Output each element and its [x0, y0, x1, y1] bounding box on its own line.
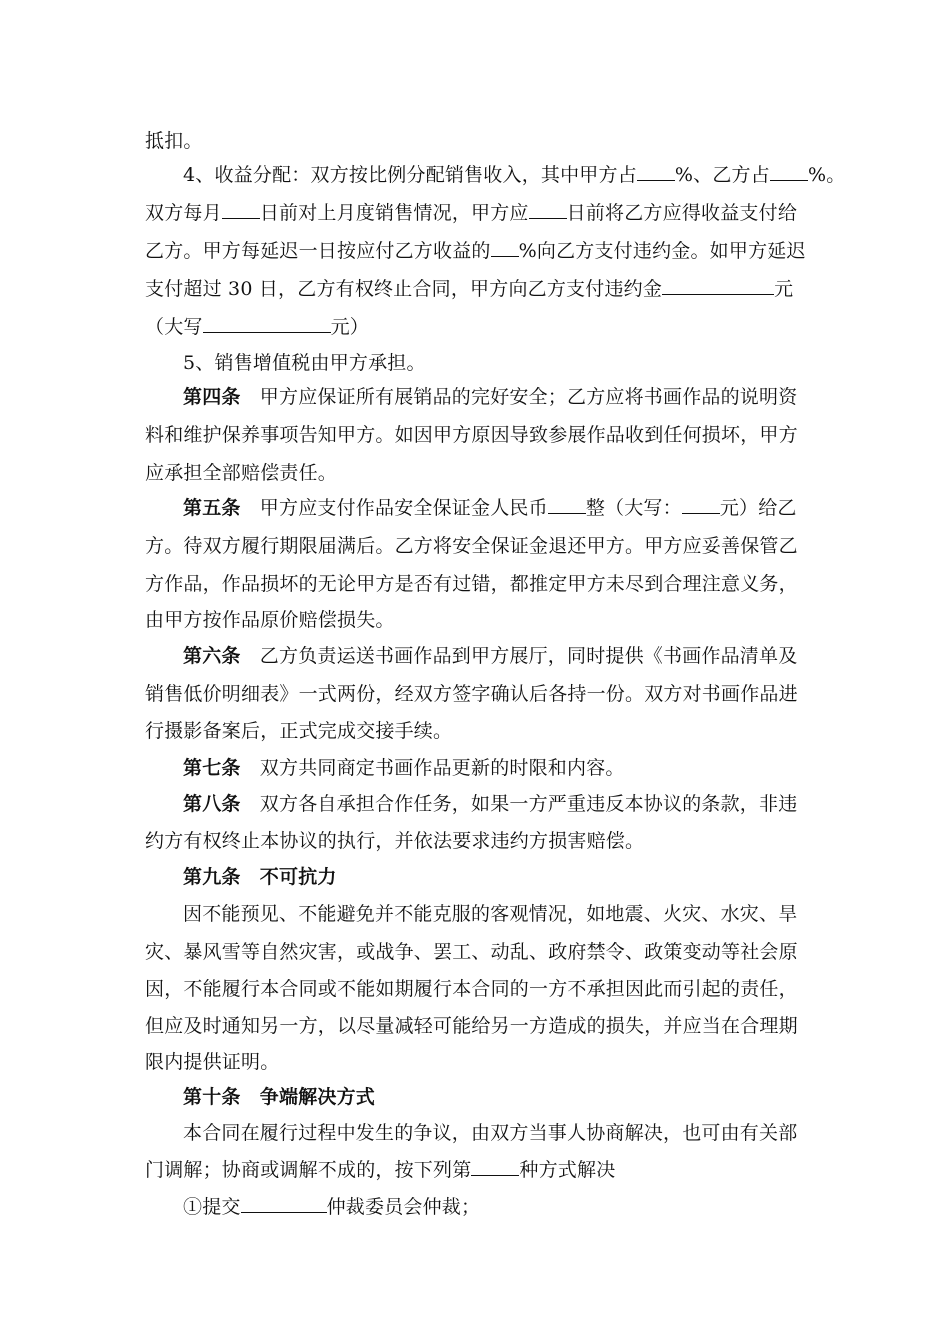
- text-line: 限内提供证明。: [145, 1051, 280, 1073]
- deposit-words-blank: [682, 495, 720, 514]
- text-line: 门调解；协商或调解不成的，按下列第 种方式解决: [145, 1159, 616, 1181]
- article-4-line: 第四条 甲方应保证所有展销品的完好安全；乙方应将书画作品的说明资: [183, 386, 798, 408]
- day-blank: [222, 200, 260, 219]
- article-5-heading: 第五条: [183, 497, 241, 519]
- arbitration-committee-blank: [241, 1194, 327, 1213]
- day-blank: [529, 200, 567, 219]
- text-line: 销售低价明细表》一式两份，经双方签字确认后各持一份。双方对书画作品进: [145, 683, 798, 705]
- text-line: 因，不能履行本合同或不能如期履行本合同的一方不承担因此而引起的责任，: [145, 978, 798, 1000]
- amount-words-blank: [203, 314, 331, 333]
- text-line: 但应及时通知另一方，以尽量减轻可能给另一方造成的损失，并应当在合理期: [145, 1015, 798, 1037]
- text-line: 抵扣。: [145, 130, 203, 152]
- text-line: 约方有权终止本协议的执行，并依法要求违约方损害赔偿。: [145, 830, 645, 852]
- article-5-line: 第五条 甲方应支付作品安全保证金人民币 整（大写： 元）给乙: [183, 497, 797, 519]
- article-7-line: 第七条 双方共同商定书画作品更新的时限和内容。: [183, 757, 625, 779]
- text-line: 本合同在履行过程中发生的争议，由双方当事人协商解决，也可由有关部: [183, 1122, 798, 1144]
- text-line: 灾、暴风雪等自然灾害，或战争、罢工、动乱、政府禁令、政策变动等社会原: [145, 941, 798, 963]
- article-7-heading: 第七条: [183, 757, 241, 779]
- party-b-percent-blank: [770, 162, 808, 181]
- text-line: 乙方。甲方每延迟一日按应付乙方收益的 %向乙方支付违约金。如甲方延迟: [145, 240, 806, 262]
- text-line: 方作品，作品损坏的无论甲方是否有过错，都推定甲方未尽到合理注意义务，: [145, 573, 798, 595]
- text-line: 5、销售增值税由甲方承担。: [183, 352, 426, 374]
- text-line: 双方每月 日前对上月度销售情况，甲方应 日前将乙方应得收益支付给: [145, 202, 798, 224]
- text-line: 因不能预见、不能避免并不能克服的客观情况，如地震、火灾、水灾、旱: [183, 903, 798, 925]
- text-line: 料和维护保养事项告知甲方。如因甲方原因导致参展作品收到任何损坏，甲方: [145, 424, 798, 446]
- text-line: ①提交 仲裁委员会仲裁；: [183, 1196, 481, 1218]
- article-8-line: 第八条 双方各自承担合作任务，如果一方严重违反本协议的条款，非违: [183, 793, 798, 815]
- text-line: 支付超过 30 日，乙方有权终止合同，甲方向乙方支付违约金 元: [145, 278, 794, 300]
- text-line: 由甲方按作品原价赔偿损失。: [145, 609, 395, 631]
- penalty-amount-blank: [662, 276, 774, 295]
- text-line: 应承担全部赔偿责任。: [145, 462, 338, 484]
- article-4-heading: 第四条: [183, 386, 241, 408]
- article-10-heading: 第十条 争端解决方式: [183, 1086, 376, 1108]
- party-a-percent-blank: [637, 162, 675, 181]
- penalty-percent-blank: [491, 238, 519, 257]
- text-line: （大写 元）: [145, 316, 370, 338]
- article-6-heading: 第六条: [183, 645, 241, 667]
- option-number-blank: [471, 1157, 519, 1176]
- article-8-heading: 第八条: [183, 793, 241, 815]
- text-line: 行摄影备案后，正式完成交接手续。: [145, 720, 453, 742]
- revenue-split-line: 4、收益分配：双方按比例分配销售收入，其中甲方占 %、乙方占 %。: [183, 164, 846, 186]
- deposit-amount-blank: [548, 495, 586, 514]
- text-line: 方。待双方履行期限届满后。乙方将安全保证金退还甲方。甲方应妥善保管乙: [145, 535, 798, 557]
- article-6-line: 第六条 乙方负责运送书画作品到甲方展厅，同时提供《书画作品清单及: [183, 645, 798, 667]
- article-9-heading: 第九条 不可抗力: [183, 866, 337, 888]
